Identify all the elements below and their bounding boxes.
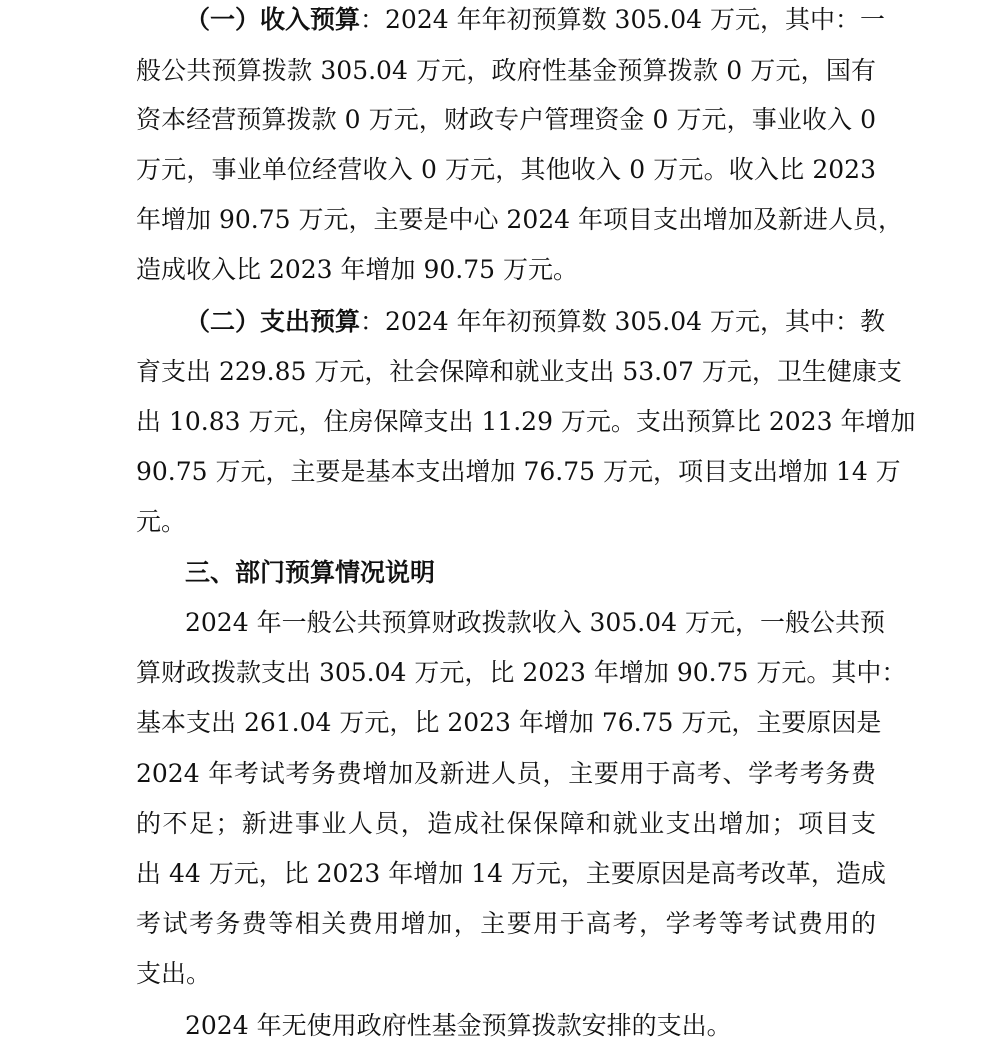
section3-line-8: 支出。 <box>136 959 212 988</box>
section-title: 三、部门预算情况说明 <box>185 558 436 587</box>
income-line-3: 资本经营预算拨款 0 万元，财政专户管理资金 0 万元，事业收入 0 <box>136 105 876 134</box>
section3-line-4: 2024 年考试考务费增加及新进人员，主要用于高考、学考考务费 <box>136 759 876 788</box>
section3-para2: 2024 年无使用政府性基金预算拨款安排的支出。 <box>185 1011 732 1040</box>
expenditure-line-3: 出 10.83 万元，住房保障支出 11.29 万元。支出预算比 2023 年增加 <box>136 407 916 436</box>
section3-line-6: 出 44 万元，比 2023 年增加 14 万元，主要原因是高考改革，造成 <box>136 859 886 888</box>
income-line-6: 造成收入比 2023 年增加 90.75 万元。 <box>136 255 578 284</box>
section3-line-7: 考试考务费等相关费用增加，主要用于高考，学考等考试费用的 <box>136 909 876 938</box>
expenditure-label: （二）支出预算 <box>185 307 361 336</box>
income-line-1 <box>185 4 885 36</box>
section3-line-5: 的不足；新进事业人员，造成社保保障和就业支出增加；项目支 <box>136 809 876 838</box>
expenditure-line-4: 90.75 万元，主要是基本支出增加 76.75 万元，项目支出增加 14 万 <box>136 457 901 486</box>
expenditure-line-5: 元。 <box>136 507 187 536</box>
income-text-1: ：2024 年年初预算数 305.04 万元，其中：一 <box>360 5 885 34</box>
income-line-5: 年增加 90.75 万元，主要是中心 2024 年项目支出增加及新进人员， <box>136 205 903 234</box>
expenditure-text-1: ：2024 年年初预算数 305.04 万元，其中：教 <box>360 307 885 336</box>
income-line-2: 般公共预算拨款 305.04 万元，政府性基金预算拨款 0 万元，国有 <box>136 56 876 85</box>
section3-line-3: 基本支出 261.04 万元，比 2023 年增加 76.75 万元，主要原因是 <box>136 708 882 737</box>
income-label: （一）收入预算 <box>185 5 361 34</box>
expenditure-line-2: 育支出 229.85 万元，社会保障和就业支出 53.07 万元，卫生健康支 <box>136 357 902 386</box>
section3-line-2: 算财政拨款支出 305.04 万元，比 2023 年增加 90.75 万元。其中： <box>136 658 907 687</box>
section3-line-1: 2024 年一般公共预算财政拨款收入 305.04 万元，一般公共预 <box>185 608 885 637</box>
expenditure-line-1 <box>185 306 885 338</box>
income-line-4: 万元，事业单位经营收入 0 万元，其他收入 0 万元。收入比 2023 <box>136 155 876 184</box>
